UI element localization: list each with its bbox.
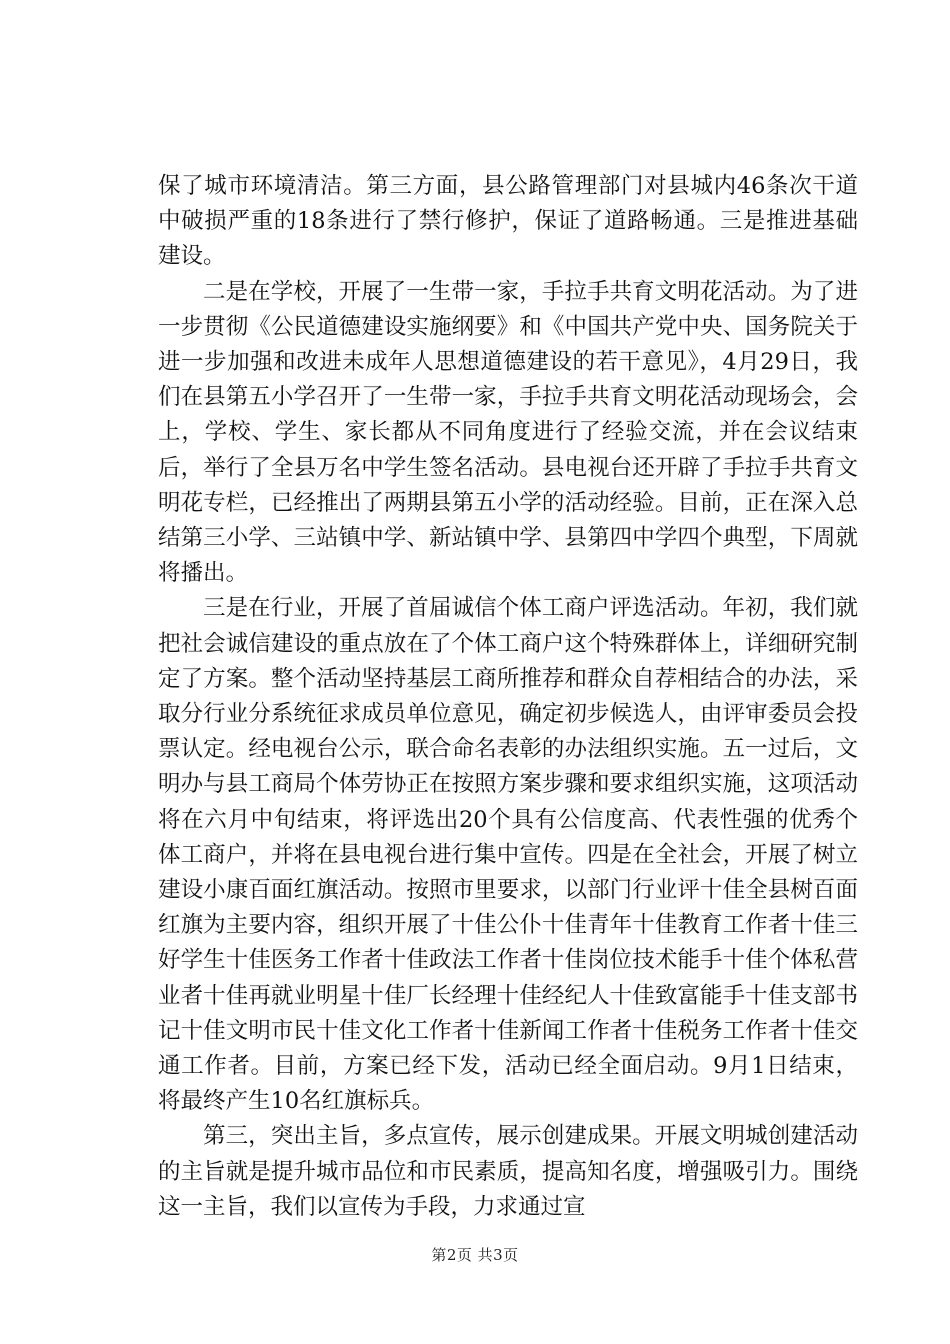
paragraph-4: 第三，突出主旨，多点宣传，展示创建成果。开展文明城创建活动的主旨就是提升城市品位和市民素质，提高知名度，增强吸引力。围绕这一主旨，我们以宣传为手段，力求通过宣 bbox=[158, 1123, 858, 1220]
paragraph-3: 三是在行业，开展了首届诚信个体工商户评选活动。年初，我们就把社会诚信建设的重点放在了个体工商户这个特殊群体上，详细研究制定了方案。整个活动坚持基层工商所推荐和群众自荐相结合的办法，采取分行业分系统征求成员单位意见，确定初步候选人，由评审委员会投票认定。经电视台公示，联合命名表彰的办法组织实施。五一过后，文明办与县工商局个体劳协正在按照方案步骤和要求组织实施，这项活动将在六月中旬结束，将评选出20个具有公信度高、代表性强的优秀个体工商户，并将在县电视台进行集中宣传。四是在全社会，开展了树立建设小康百面红旗活动。按照市里要求，以部门行业评十佳全县树百面红旗为主要内容，组织开展了十佳公仆十佳青年十佳教育工作者十佳三好学生十佳医务工作者十佳政法工作者十佳岗位技术能手十佳个体私营业者十佳再就业明星十佳厂长经理十佳经纪人十佳致富能手十佳支部书记十佳文明市民十佳文化工作者十佳新闻工作者十佳税务工作者十佳交通工作者。目前，方案已经下发，活动已经全面启动。9月1日结束，将最终产生10名红旗标兵。 bbox=[158, 595, 858, 1115]
paragraph-2: 二是在学校，开展了一生带一家，手拉手共育文明花活动。为了进一步贯彻《公民道德建设实施纲要》和《中国共产党中央、国务院关于进一步加强和改进未成年人思想道德建设的若干意见》，4月29日，我们在县第五小学召开了一生带一家，手拉手共育文明花活动现场会，会上，学校、学生、家长都从不同角度进行了经验交流，并在会议结束后，举行了全县万名中学生签名活动。县电视台还开辟了手拉手共育文明花专栏，已经推出了两期县第五小学的活动经验。目前，正在深入总结第三小学、三站镇中学、新站镇中学、县第四中学四个典型，下周就将播出。 bbox=[158, 278, 858, 587]
page-footer: 第2页 共3页 bbox=[431, 1246, 519, 1264]
document-body bbox=[158, 169, 858, 1225]
paragraph-1: 保了城市环境清洁。第三方面，县公路管理部门对县城内46条次干道中破损严重的18条进行了禁行修护，保证了道路畅通。三是推进基础建设。 bbox=[158, 173, 858, 270]
